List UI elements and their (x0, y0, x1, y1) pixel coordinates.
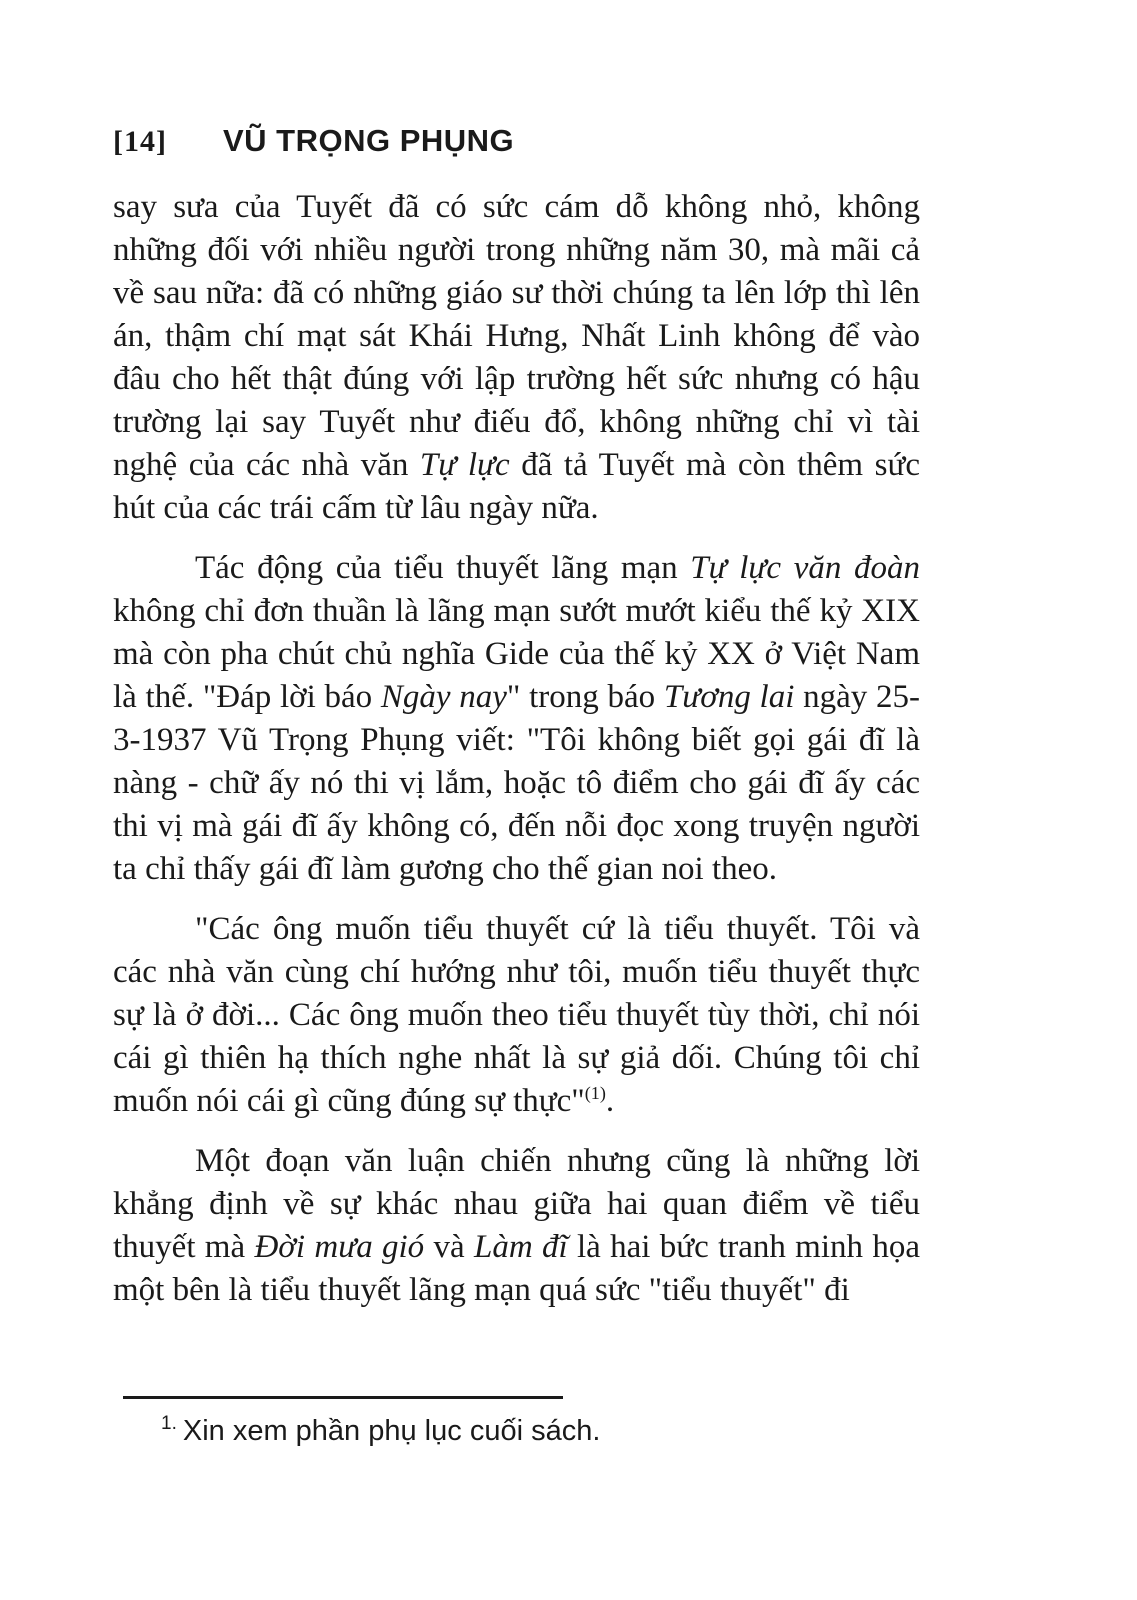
text-run: và (424, 1229, 474, 1265)
work-title: Đời mưa gió (254, 1229, 425, 1265)
text-run: . (605, 1083, 615, 1119)
footnote-reference: (1) (584, 1083, 606, 1103)
work-title: Tự lực văn đoàn (690, 550, 920, 586)
paragraph (113, 547, 920, 891)
text-run: say sưa của Tuyết đã có sức cám dỗ không nhỏ, không những đối với nhiều người trong những năm 30, mà mãi cả về sau nữa: đã có những giáo sư thời chúng ta lên lớp thì lên án, thậm chí mạt sát Khái Hưng, Nhất Linh không để vào đâu cho hết thật đúng với lập trường hết sức nhưng có hậu trường lại say Tuyết như điếu đổ, không những chỉ vì tài nghệ của các nhà văn (113, 189, 920, 483)
text-run: "Các ông muốn tiểu thuyết cứ là tiểu thuyết. Tôi và các nhà văn cùng chí hướng như tôi, muốn tiểu thuyết thực sự là ở đời... Các ông muốn theo tiểu thuyết tùy thời, chỉ nói cái gì thiên hạ thích nghe nhất là sự giả dối. Chúng tôi chỉ muốn nói cái gì cũng đúng sự thực" (113, 911, 920, 1119)
running-title: VŨ TRỌNG PHỤNG (222, 123, 515, 158)
work-title: Tự lực (419, 447, 510, 483)
footnote-area (123, 1396, 763, 1449)
text-run: Một đoạn văn luận chiến nhưng cũng là những lời khẳng định về sự khác nhau giữa hai quan điểm về tiểu thuyết mà (113, 1143, 920, 1265)
work-title: Tương lai (663, 679, 795, 715)
footnote-text: Xin xem phần phụ lục cuối sách. (182, 1415, 601, 1447)
page-number: [14] (113, 125, 167, 158)
paragraph (113, 186, 920, 530)
paragraph (113, 908, 920, 1123)
page-body (113, 186, 920, 1312)
paragraph (113, 1140, 920, 1312)
text-run: không chỉ đơn thuần là lãng mạn sướt mướt kiểu thế kỷ XIX mà còn pha chút chủ nghĩa Gide của thế kỷ XX ở Việt Nam là thế. "Đáp lời báo (113, 593, 920, 715)
work-title: Ngày nay (380, 679, 507, 715)
footnote-marker: 1. (161, 1413, 177, 1435)
text-run: là hai bức tranh minh họa một bên là tiểu thuyết lãng mạn quá sức "tiểu thuyết" đi (113, 1229, 920, 1308)
work-title: Làm đĩ (473, 1229, 568, 1265)
footnote-divider (123, 1396, 563, 1399)
footnote (161, 1413, 763, 1449)
text-run: " trong báo (506, 679, 664, 715)
page-header (113, 123, 514, 159)
text-run: Tác động của tiểu thuyết lãng mạn (195, 550, 691, 586)
text-run: đã tả Tuyết mà còn thêm sức hút của các trái cấm từ lâu ngày nữa. (113, 447, 920, 526)
text-run: ngày 25-3-1937 Vũ Trọng Phụng viết: "Tôi không biết gọi gái đĩ là nàng - chữ ấy nó thi vị lắm, hoặc tô điểm cho gái đĩ ấy các thi vị mà gái đĩ ấy không có, đến nỗi đọc xong truyện người ta chỉ thấy gái đĩ làm gương cho thế gian noi theo. (113, 679, 920, 887)
